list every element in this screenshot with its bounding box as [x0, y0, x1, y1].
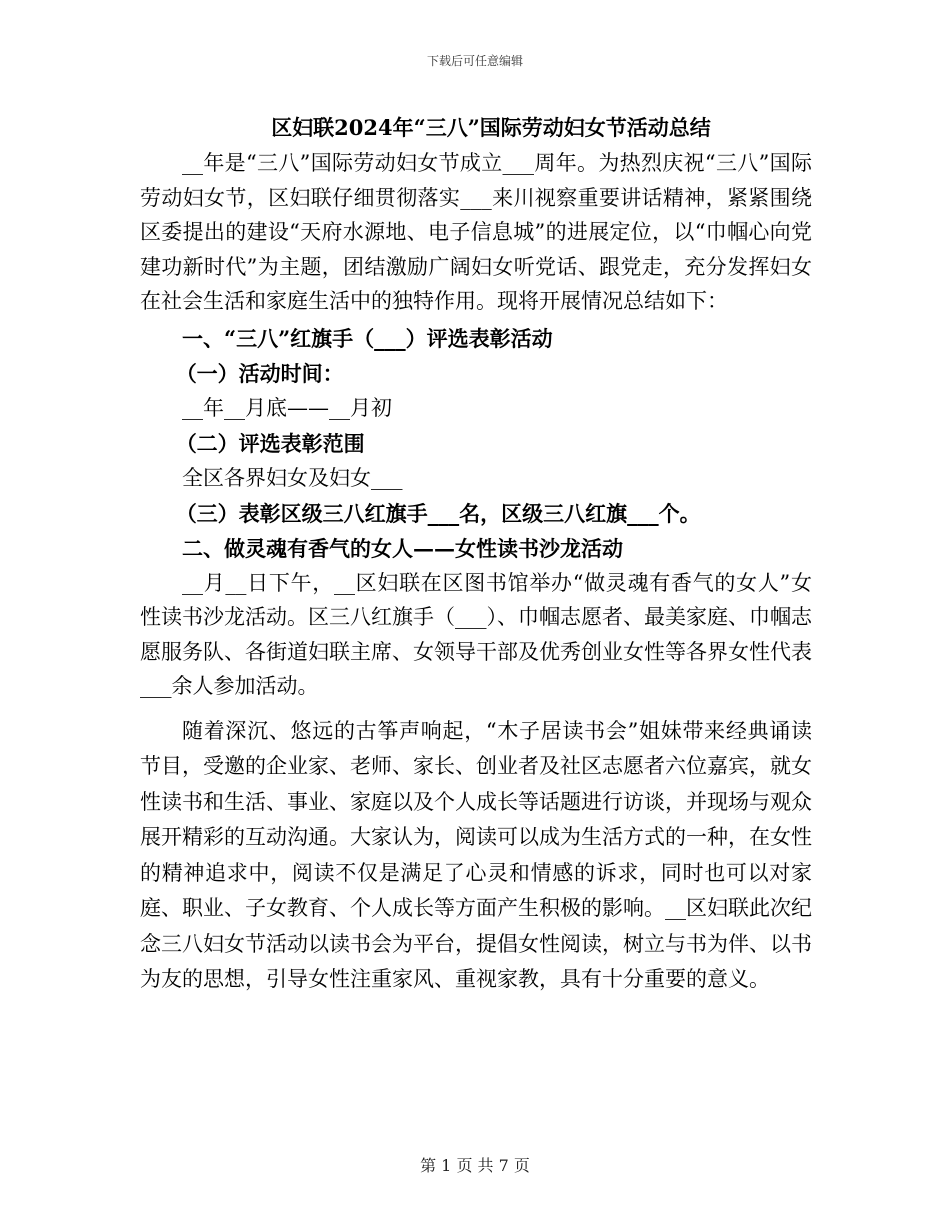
section2-paragraph-1: __月__日下午，__区妇联在区图书馆举办“做灵魂有香气的女人”女性读书沙龙活动。区三八红旗手（___）、巾帼志愿者、最美家庭、巾帼志愿服务队、各街道妇联主席、女领导干部及优秀创业女性等各界女性代表___余人参加活动。 — [140, 570, 812, 698]
section1-sub2-heading: （二）评选表彰范围 — [175, 430, 365, 456]
document-title: 区妇联2024年“三八”国际劳动妇女节活动总结 — [271, 115, 711, 140]
section1-sub3-heading: （三）表彰区级三八红旗手___名，区级三八红旗___个。 — [175, 500, 701, 526]
section2-paragraph-2: 随着深沉、悠远的古筝声响起，“木子居读书会”姐妹带来经典诵读节目，受邀的企业家、老师、家长、创业者及社区志愿者六位嘉宾，就女性读书和生活、事业、家庭以及个人成长等话题进行访谈，并现场与观众展开精彩的互动沟通。大家认为，阅读可以成为生活方式的一种，在女性的精神追求中，阅读不仅是满足了心灵和情感的诉求，同时也可以对家庭、职业、子女教育、个人成长等方面产生积极的影响。__区妇联此次纪念三八妇女节活动以读书会为平台，提倡女性阅读，树立与书为伴、以书为友的思想，引导女性注重家风、重视家教，具有十分重要的意义。 — [140, 718, 812, 991]
section1-sub1-text: __年__月底——__月初 — [182, 395, 392, 420]
section1-sub2-text: 全区各界妇女及妇女___ — [182, 465, 403, 490]
header-note: 下载后可任意编辑 — [426, 54, 523, 68]
section2-heading: 二、做灵魂有香气的女人——女性读书沙龙活动 — [182, 535, 623, 561]
document-body — [140, 110, 812, 998]
page-footer: 第 1 页 共 7 页 — [420, 1156, 530, 1175]
section1-heading: 一、“三八”红旗手（___）评选表彰活动 — [182, 325, 553, 351]
intro-paragraph: __年是“三八”国际劳动妇女节成立___周年。为热烈庆祝“三八”国际劳动妇女节，区妇联仔细贯彻落实___来川视察重要讲话精神，紧紧围绕区委提出的建设“天府水源地、电子信息城”的进展定位，以“巾帼心向党建功新时代”为主题，团结激励广阔妇女听党话、跟党走，充分发挥妇女在社会生活和家庭生活中的独特作用。现将开展情况总结如下： — [140, 151, 812, 313]
section1-sub1-heading: （一）活动时间： — [175, 360, 344, 386]
